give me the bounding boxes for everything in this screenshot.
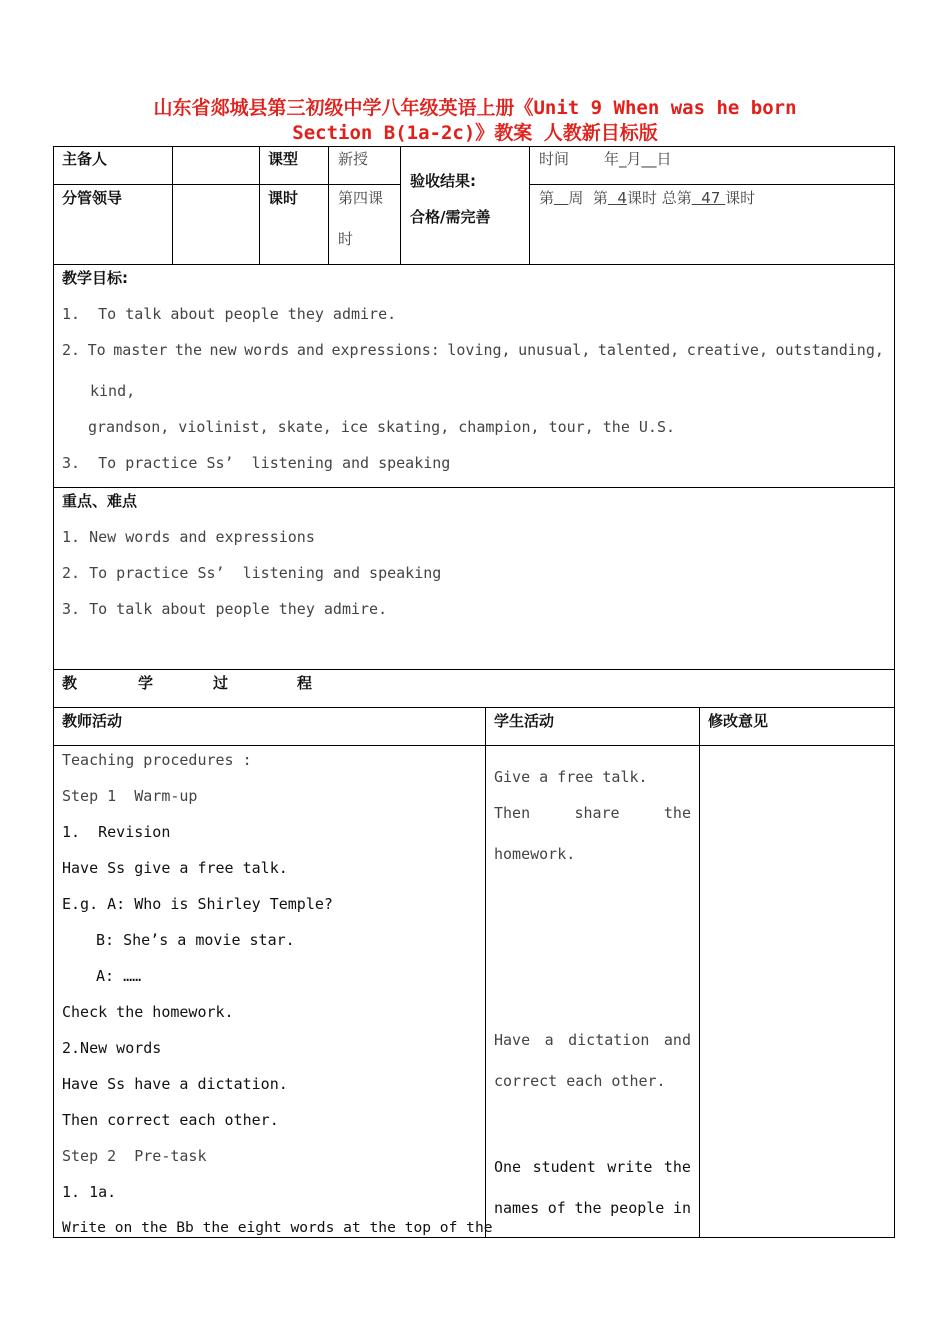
- period-value-line-1: 第四课: [338, 189, 384, 207]
- student-word: student: [532, 1158, 596, 1176]
- objective-word: and: [296, 341, 324, 359]
- student-word: Have: [494, 1031, 531, 1049]
- teacher-line: B: She’s a movie star.: [96, 931, 295, 949]
- teacher-line: Write on the Bb the eight words at the top of the: [62, 1219, 493, 1236]
- acceptance-value: 合格/需完善: [410, 208, 491, 226]
- teacher-line: 1. Revision: [62, 823, 171, 841]
- teacher-line: E.g. A: Who is Shirley Temple?: [62, 895, 333, 913]
- document-title-line-2: Section B(1a-2c)》教案 人教新目标版: [292, 122, 658, 144]
- student-word: the: [663, 1158, 691, 1176]
- period-value-line-2: 时: [338, 230, 354, 248]
- key-point-3: 3. To talk about people they admire.: [62, 600, 388, 618]
- key-points-heading: 重点、难点: [62, 492, 138, 510]
- teacher-line: Have Ss give a free talk.: [62, 859, 288, 877]
- supervisor-label: 分管领导: [62, 189, 123, 207]
- date-field: 年_月__日: [604, 150, 672, 168]
- key-point-2: 2. To practice Ss’ listening and speaking: [62, 564, 442, 582]
- student-word: names: [494, 1199, 540, 1217]
- student-line: [494, 804, 691, 822]
- teacher-line: Step 1 Warm-up: [62, 787, 198, 805]
- student-line: homework.: [494, 845, 576, 863]
- student-word: Then: [494, 804, 531, 822]
- student-word: One: [494, 1158, 522, 1176]
- teacher-line: 1. 1a.: [62, 1183, 117, 1201]
- teacher-line: Step 2 Pre-task: [62, 1147, 207, 1165]
- student-word: of: [547, 1199, 566, 1217]
- student-line: [494, 1158, 691, 1176]
- student-word: dictation: [568, 1031, 650, 1049]
- process-heading-char-2: 学: [138, 674, 154, 692]
- lesson-type-value: 新授: [338, 150, 369, 168]
- objective-word: creative,: [686, 341, 768, 359]
- objective-word: expressions:: [331, 341, 440, 359]
- teacher-activity-header: 教师活动: [62, 712, 123, 730]
- objective-item-2-cont: kind,: [90, 382, 136, 400]
- objective-item-2: [62, 341, 884, 359]
- student-line: [494, 1031, 691, 1049]
- student-line: [494, 1199, 691, 1217]
- objective-word: unusual,: [518, 341, 591, 359]
- preparer-label: 主备人: [62, 150, 108, 168]
- objective-word: the: [174, 341, 202, 359]
- teacher-line: Then correct each other.: [62, 1111, 279, 1129]
- objectives-heading: 教学目标:: [62, 269, 128, 287]
- time-label: 时间: [539, 150, 570, 168]
- objective-item-3: 3. To practice Ss’ listening and speaking: [62, 454, 451, 472]
- student-word: write: [607, 1158, 653, 1176]
- acceptance-label: 验收结果:: [410, 172, 476, 190]
- student-activity-header: 学生活动: [494, 712, 555, 730]
- teacher-line: A: ……: [96, 967, 142, 985]
- objective-word: outstanding,: [775, 341, 884, 359]
- student-word: and: [663, 1031, 691, 1049]
- week-lesson-count: 第 周 第 4课时 总第 47 课时: [539, 189, 756, 207]
- objective-item-2-words: grandson, violinist, skate, ice skating, champion, tour, the U.S.: [88, 418, 675, 436]
- objective-word: 2.: [62, 341, 81, 359]
- document-title-line-1: 山东省郯城县第三初级中学八年级英语上册《Unit 9 When was he born: [153, 97, 797, 119]
- objective-word: new: [209, 341, 237, 359]
- objective-word: master: [113, 341, 168, 359]
- revision-notes-header: 修改意见: [708, 712, 769, 730]
- student-line: Give a free talk.: [494, 768, 648, 786]
- objective-word: words: [244, 341, 290, 359]
- process-heading-char-3: 过: [213, 674, 229, 692]
- student-word: the: [663, 804, 691, 822]
- lesson-type-label: 课型: [268, 150, 299, 168]
- student-word: people: [610, 1199, 665, 1217]
- student-word: a: [544, 1031, 554, 1049]
- objective-word: talented,: [597, 341, 680, 359]
- student-line: correct each other.: [494, 1072, 666, 1090]
- student-word: the: [574, 1199, 602, 1217]
- teacher-line: Teaching procedures :: [62, 751, 252, 769]
- student-word: in: [672, 1199, 691, 1217]
- key-point-1: 1. New words and expressions: [62, 528, 315, 546]
- process-heading-char-4: 程: [297, 674, 313, 692]
- teacher-line: Have Ss have a dictation.: [62, 1075, 288, 1093]
- objective-word: loving,: [447, 341, 511, 359]
- objective-item-1: 1. To talk about people they admire.: [62, 305, 397, 323]
- process-heading-char-1: 教: [62, 674, 78, 692]
- period-label: 课时: [268, 189, 299, 207]
- teacher-line: Check the homework.: [62, 1003, 234, 1021]
- student-word: share: [574, 804, 620, 822]
- teacher-line: 2.New words: [62, 1039, 162, 1057]
- objective-word: To: [87, 341, 106, 359]
